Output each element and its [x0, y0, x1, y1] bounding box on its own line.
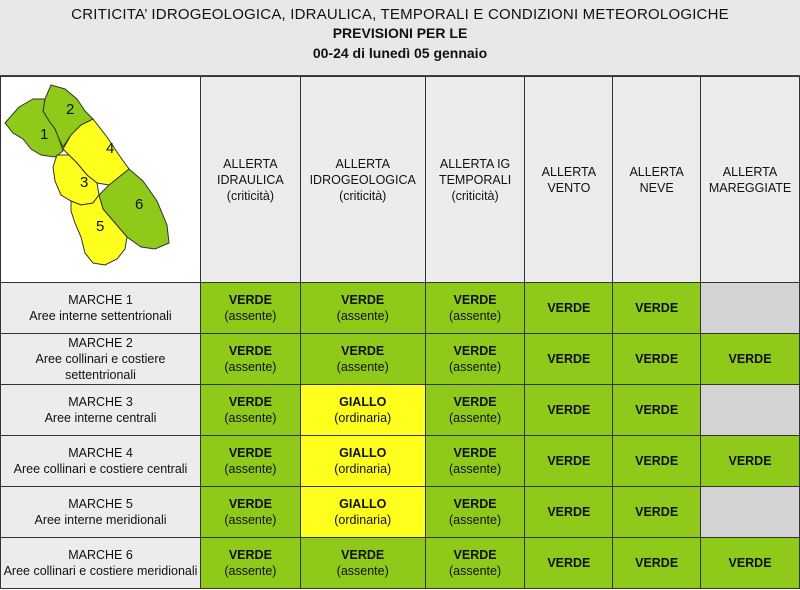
alert-cell — [701, 538, 800, 589]
alert-criticity: (assente) — [449, 309, 502, 323]
alert-table — [0, 76, 800, 589]
alert-criticity: (assente) — [449, 360, 502, 374]
alert-criticity: (ordinaria) — [334, 513, 392, 527]
zone-description: Aree interne centrali — [44, 411, 157, 425]
alert-level: GIALLO — [339, 395, 387, 409]
table-header-row — [1, 77, 800, 283]
alert-cell — [300, 385, 425, 436]
map-label-6: 6 — [135, 196, 144, 213]
table-row — [1, 487, 800, 538]
alert-criticity: (assente) — [224, 309, 277, 323]
alert-level: VERDE — [228, 395, 272, 409]
zone-name-cell — [1, 385, 201, 436]
map-label-3: 3 — [80, 174, 89, 191]
alert-cell — [613, 385, 701, 436]
map-label-2: 2 — [66, 101, 75, 118]
map-label-1: 1 — [40, 126, 49, 143]
alert-level: VERDE — [453, 395, 497, 409]
table-row — [1, 385, 800, 436]
alert-criticity: (assente) — [224, 411, 277, 425]
alert-level: VERDE — [635, 301, 679, 315]
alert-level: VERDE — [728, 352, 772, 366]
alert-cell — [525, 538, 613, 589]
alert-level: VERDE — [635, 454, 679, 468]
map-label-4: 4 — [106, 140, 115, 157]
alert-cell — [300, 538, 425, 589]
table-row — [1, 283, 800, 334]
alert-cell — [201, 436, 301, 487]
alert-level: VERDE — [453, 548, 497, 562]
alert-cell — [201, 487, 301, 538]
zone-name: MARCHE 6 — [68, 548, 133, 562]
alert-criticity: (assente) — [224, 462, 277, 476]
alert-level: VERDE — [453, 446, 497, 460]
alert-level: VERDE — [728, 556, 772, 570]
alert-level: VERDE — [341, 344, 385, 358]
zone-name-cell — [1, 283, 201, 334]
alert-cell — [701, 385, 800, 436]
alert-level: VERDE — [547, 403, 591, 417]
alert-level: VERDE — [547, 505, 591, 519]
alert-cell — [300, 436, 425, 487]
alert-cell — [613, 334, 701, 385]
alert-level: VERDE — [728, 454, 772, 468]
bulletin-title: CRITICITA’ IDROGEOLOGICA, IDRAULICA, TEMPORALI E CONDIZIONI METEOROLOGICHE — [71, 6, 729, 23]
alert-cell — [701, 283, 800, 334]
table-row — [1, 538, 800, 589]
zone-name: MARCHE 5 — [68, 497, 133, 511]
alert-criticity: (assente) — [336, 564, 389, 578]
alert-cell — [701, 487, 800, 538]
alert-level: VERDE — [341, 548, 385, 562]
zone-name: MARCHE 4 — [68, 446, 133, 460]
alert-cell — [300, 487, 425, 538]
column-header-mareggiate: ALLERTA MAREGGIATE — [701, 77, 800, 283]
alert-level: VERDE — [635, 352, 679, 366]
alert-cell — [525, 436, 613, 487]
alert-cell — [525, 283, 613, 334]
alert-level: VERDE — [228, 293, 272, 307]
alert-level: VERDE — [453, 344, 497, 358]
bulletin-date: 00-24 di lunedì 05 gennaio — [312, 45, 488, 61]
alert-level: VERDE — [341, 293, 385, 307]
bulletin-header — [0, 0, 800, 76]
map-label-5: 5 — [96, 218, 105, 235]
alert-cell — [613, 436, 701, 487]
alert-cell — [201, 385, 301, 436]
alert-level: VERDE — [635, 556, 679, 570]
alert-criticity: (assente) — [449, 462, 502, 476]
alert-criticity: (ordinaria) — [334, 411, 392, 425]
alert-cell — [613, 538, 701, 589]
zone-map — [1, 77, 201, 283]
zone-description: Aree interne settentrionali — [29, 309, 172, 323]
alert-cell — [201, 283, 301, 334]
alert-level: VERDE — [228, 497, 272, 511]
alert-criticity: (assente) — [449, 411, 502, 425]
column-header-idrogeologica: ALLERTA IDROGEOLOGICA (criticità) — [300, 77, 425, 283]
alert-cell — [300, 334, 425, 385]
alert-cell — [525, 487, 613, 538]
alert-cell — [425, 283, 525, 334]
alert-criticity: (assente) — [336, 360, 389, 374]
marche-zone-map — [1, 77, 200, 282]
alert-level: VERDE — [228, 446, 272, 460]
alert-cell — [425, 334, 525, 385]
zone-name: MARCHE 1 — [68, 293, 133, 307]
alert-level: VERDE — [635, 403, 679, 417]
column-header-vento: ALLERTA VENTO — [525, 77, 613, 283]
alert-criticity: (assente) — [224, 360, 277, 374]
alert-level: VERDE — [635, 505, 679, 519]
zone-name: MARCHE 3 — [68, 395, 133, 409]
table-row — [1, 436, 800, 487]
column-header-neve: ALLERTA NEVE — [613, 77, 701, 283]
zone-name-cell — [1, 538, 201, 589]
alert-level: VERDE — [547, 454, 591, 468]
alert-level: VERDE — [547, 556, 591, 570]
zone-name: MARCHE 2 — [68, 336, 133, 350]
table-row — [1, 334, 800, 385]
zone-description: Aree interne meridionali — [34, 513, 167, 527]
alert-criticity: (ordinaria) — [334, 462, 392, 476]
alert-cell — [613, 283, 701, 334]
alert-cell — [425, 487, 525, 538]
zone-name-cell — [1, 436, 201, 487]
alert-criticity: (assente) — [336, 309, 389, 323]
column-header-temporali: ALLERTA IG TEMPORALI (criticità) — [425, 77, 525, 283]
alert-cell — [425, 538, 525, 589]
alert-level: GIALLO — [339, 446, 387, 460]
alert-level: VERDE — [228, 548, 272, 562]
alert-cell — [201, 334, 301, 385]
alert-cell — [201, 538, 301, 589]
alert-cell — [701, 436, 800, 487]
alert-cell — [425, 385, 525, 436]
alert-cell — [525, 385, 613, 436]
alert-cell — [425, 436, 525, 487]
alert-cell — [701, 334, 800, 385]
alert-criticity: (assente) — [449, 513, 502, 527]
alert-level: VERDE — [547, 352, 591, 366]
zone-description: Aree collinari e costiere settentrionali — [35, 352, 166, 382]
alert-cell — [525, 334, 613, 385]
alert-criticity: (assente) — [224, 513, 277, 527]
zone-name-cell — [1, 334, 201, 385]
zone-name-cell — [1, 487, 201, 538]
alert-level: GIALLO — [339, 497, 387, 511]
zone-description: Aree collinari e costiere centrali — [13, 462, 188, 476]
alert-level: VERDE — [453, 293, 497, 307]
alert-level: VERDE — [547, 301, 591, 315]
zone-description: Aree collinari e costiere meridionali — [3, 564, 198, 578]
alert-level: VERDE — [453, 497, 497, 511]
alert-level: VERDE — [228, 344, 272, 358]
bulletin-subtitle: PREVISIONI PER LE — [332, 25, 468, 41]
alert-cell — [613, 487, 701, 538]
alert-criticity: (assente) — [224, 564, 277, 578]
column-header-idraulica: ALLERTA IDRAULICA (criticità) — [201, 77, 301, 283]
alert-cell — [300, 283, 425, 334]
alert-criticity: (assente) — [449, 564, 502, 578]
